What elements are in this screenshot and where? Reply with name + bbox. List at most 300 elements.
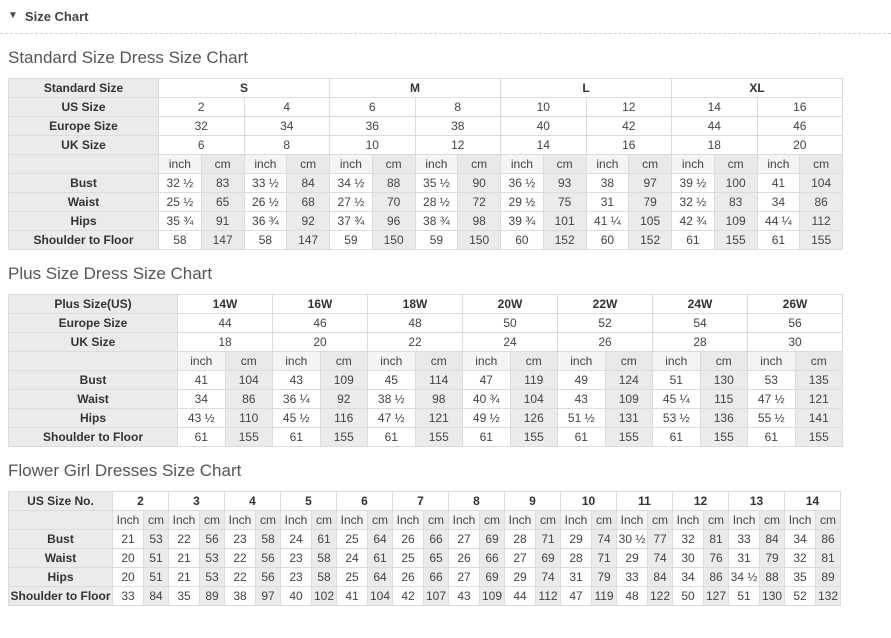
cell: 51: [653, 371, 701, 390]
cell: 88: [760, 568, 785, 587]
cell: 16: [757, 98, 843, 117]
cell: 20: [757, 136, 843, 155]
cell: 61: [368, 428, 416, 447]
cell: 14: [785, 492, 841, 511]
row-label: Standard Size: [9, 79, 159, 98]
unit-cell: cm: [480, 511, 505, 530]
cell: 33: [113, 587, 144, 606]
cell: 109: [320, 371, 368, 390]
cell: 56: [256, 549, 281, 568]
unit-cell: inch: [244, 155, 287, 174]
cell: 42: [393, 587, 424, 606]
cell: 44: [178, 314, 273, 333]
cell: 61: [463, 428, 511, 447]
cell: 119: [592, 587, 617, 606]
unit-cell: cm: [287, 155, 330, 174]
cell: 23: [225, 530, 256, 549]
cell: 150: [458, 231, 501, 250]
unit-cell: inch: [586, 155, 629, 174]
row-label: [9, 352, 178, 371]
cell: 36 ¼: [273, 390, 321, 409]
table-row: [9, 155, 843, 174]
size-table-plus-size: [8, 294, 843, 447]
cell: 22W: [558, 295, 653, 314]
cell: 46: [273, 314, 368, 333]
cell: 27: [505, 549, 536, 568]
table-row: [9, 79, 843, 98]
row-label: Europe Size: [9, 314, 178, 333]
unit-cell: Inch: [169, 511, 200, 530]
cell: M: [330, 79, 501, 98]
cell: 97: [256, 587, 281, 606]
cell: 8: [244, 136, 330, 155]
cell: 56: [748, 314, 843, 333]
cell: 36 ½: [501, 174, 544, 193]
cell: 5: [281, 492, 337, 511]
size-chart-section-header[interactable]: [8, 6, 883, 24]
cell: 44: [672, 117, 758, 136]
cell: 58: [256, 530, 281, 549]
table-title-standard-size: Standard Size Dress Size Chart: [8, 48, 248, 67]
cell: 64: [368, 530, 393, 549]
cell: 35 ½: [415, 174, 458, 193]
cell: 147: [287, 231, 330, 250]
cell: 2: [159, 98, 245, 117]
cell: 66: [424, 530, 449, 549]
cell: 116: [320, 409, 368, 428]
cell: 22: [225, 568, 256, 587]
table-row: [9, 193, 843, 212]
cell: 56: [256, 568, 281, 587]
cell: 38: [586, 174, 629, 193]
cell: 41: [178, 371, 226, 390]
cell: 52: [558, 314, 653, 333]
cell: 126: [510, 409, 558, 428]
unit-cell: cm: [225, 352, 273, 371]
unit-cell: cm: [543, 155, 586, 174]
cell: 30 ½: [617, 530, 648, 549]
cell: 53: [144, 530, 169, 549]
unit-cell: cm: [320, 352, 368, 371]
cell: 10: [330, 136, 416, 155]
cell: 4: [244, 98, 330, 117]
table-row: [9, 117, 843, 136]
cell: 136: [700, 409, 748, 428]
cell: 42 ¾: [672, 212, 715, 231]
cell: 34: [757, 193, 800, 212]
cell: 74: [592, 530, 617, 549]
table-row: [9, 314, 843, 333]
cell: 101: [543, 212, 586, 231]
cell: 25: [337, 568, 368, 587]
table-row: [9, 333, 843, 352]
cell: 34: [178, 390, 226, 409]
unit-cell: cm: [629, 155, 672, 174]
row-label: Bust: [9, 530, 113, 549]
cell: 29: [561, 530, 592, 549]
cell: 155: [320, 428, 368, 447]
cell: 92: [287, 212, 330, 231]
size-table-flower-girl: [8, 491, 841, 606]
cell: 65: [201, 193, 244, 212]
cell: 54: [653, 314, 748, 333]
cell: 65: [424, 549, 449, 568]
cell: 155: [714, 231, 757, 250]
cell: 14: [501, 136, 587, 155]
section-title: Size Chart: [24, 8, 89, 24]
row-label: Waist: [9, 390, 178, 409]
cell: 27: [449, 530, 480, 549]
cell: 152: [543, 231, 586, 250]
cell: 34: [244, 117, 330, 136]
unit-cell: cm: [536, 511, 561, 530]
cell: 155: [225, 428, 273, 447]
table-title-flower-girl: Flower Girl Dresses Size Chart: [8, 461, 242, 480]
cell: 3: [169, 492, 225, 511]
unit-cell: Inch: [337, 511, 368, 530]
cell: 155: [795, 428, 843, 447]
unit-cell: cm: [372, 155, 415, 174]
cell: 30: [673, 549, 704, 568]
cell: 40 ¾: [463, 390, 511, 409]
table-row: [9, 352, 843, 371]
unit-cell: inch: [159, 155, 202, 174]
cell: 51 ½: [558, 409, 606, 428]
row-label: Europe Size: [9, 117, 159, 136]
cell: 26: [558, 333, 653, 352]
cell: 7: [393, 492, 449, 511]
unit-cell: inch: [178, 352, 226, 371]
cell: 127: [704, 587, 729, 606]
cell: 24: [281, 530, 312, 549]
cell: 20: [113, 549, 144, 568]
row-label: [9, 155, 159, 174]
cell: 22: [169, 530, 200, 549]
cell: 59: [415, 231, 458, 250]
cell: 112: [536, 587, 561, 606]
table-title-plus-size: Plus Size Dress Size Chart: [8, 264, 213, 283]
cell: 53: [200, 549, 225, 568]
cell: 61: [178, 428, 226, 447]
cell: 36 ¾: [244, 212, 287, 231]
unit-cell: cm: [201, 155, 244, 174]
cell: 59: [330, 231, 373, 250]
unit-cell: Inch: [617, 511, 648, 530]
unit-cell: Inch: [561, 511, 592, 530]
cell: 100: [714, 174, 757, 193]
table-row: [9, 174, 843, 193]
cell: 9: [505, 492, 561, 511]
cell: 70: [372, 193, 415, 212]
cell: 76: [704, 549, 729, 568]
cell: 25: [393, 549, 424, 568]
cell: 23: [281, 549, 312, 568]
cell: 96: [372, 212, 415, 231]
cell: 27 ½: [330, 193, 373, 212]
cell: 14: [672, 98, 758, 117]
cell: 22: [225, 549, 256, 568]
cell: 102: [312, 587, 337, 606]
cell: 49 ½: [463, 409, 511, 428]
cell: 89: [816, 568, 841, 587]
cell: 44 ¼: [757, 212, 800, 231]
cell: 41: [757, 174, 800, 193]
cell: 97: [629, 174, 672, 193]
table-row: [9, 530, 841, 549]
cell: 58: [312, 549, 337, 568]
unit-cell: cm: [415, 352, 463, 371]
cell: 71: [536, 530, 561, 549]
cell: 32 ½: [672, 193, 715, 212]
cell: 84: [144, 587, 169, 606]
cell: 20W: [463, 295, 558, 314]
unit-cell: Inch: [113, 511, 144, 530]
cell: 119: [510, 371, 558, 390]
cell: 23: [281, 568, 312, 587]
cell: 61: [757, 231, 800, 250]
unit-cell: cm: [700, 352, 748, 371]
cell: 18: [178, 333, 273, 352]
table-row: [9, 568, 841, 587]
cell: 28: [561, 549, 592, 568]
table-row: [9, 511, 841, 530]
row-label: Waist: [9, 549, 113, 568]
row-label: UK Size: [9, 333, 178, 352]
cell: 31: [561, 568, 592, 587]
row-label: Bust: [9, 371, 178, 390]
table-row: [9, 428, 843, 447]
unit-cell: cm: [312, 511, 337, 530]
row-label: UK Size: [9, 136, 159, 155]
cell: 53 ½: [653, 409, 701, 428]
cell: 29: [617, 549, 648, 568]
cell: 35: [785, 568, 816, 587]
row-label: Hips: [9, 212, 159, 231]
unit-cell: inch: [368, 352, 416, 371]
cell: 42: [586, 117, 672, 136]
cell: 124: [605, 371, 653, 390]
cell: 58: [312, 568, 337, 587]
unit-cell: inch: [748, 352, 796, 371]
cell: 43: [273, 371, 321, 390]
cell: 47 ½: [748, 390, 796, 409]
cell: 46: [757, 117, 843, 136]
cell: 48: [368, 314, 463, 333]
row-label: Hips: [9, 409, 178, 428]
unit-cell: Inch: [505, 511, 536, 530]
unit-cell: Inch: [225, 511, 256, 530]
cell: 8: [415, 98, 501, 117]
cell: 34: [673, 568, 704, 587]
cell: 71: [592, 549, 617, 568]
cell: 26: [393, 530, 424, 549]
cell: 104: [510, 390, 558, 409]
unit-cell: Inch: [449, 511, 480, 530]
cell: 6: [330, 98, 416, 117]
cell: 58: [244, 231, 287, 250]
cell: 92: [320, 390, 368, 409]
cell: 31: [729, 549, 760, 568]
cell: 35: [169, 587, 200, 606]
cell: 61: [653, 428, 701, 447]
cell: 86: [816, 530, 841, 549]
cell: 51: [144, 568, 169, 587]
cell: 122: [648, 587, 673, 606]
table-row: [9, 231, 843, 250]
unit-cell: inch: [558, 352, 606, 371]
cell: 135: [795, 371, 843, 390]
size-table-standard-size: [8, 78, 843, 250]
cell: 33: [729, 530, 760, 549]
unit-cell: cm: [200, 511, 225, 530]
cell: 43: [558, 390, 606, 409]
cell: 39 ¾: [501, 212, 544, 231]
cell: 104: [800, 174, 843, 193]
unit-cell: cm: [256, 511, 281, 530]
cell: 40: [281, 587, 312, 606]
cell: 28: [653, 333, 748, 352]
cell: 132: [816, 587, 841, 606]
cell: 31: [586, 193, 629, 212]
tables-container: [8, 48, 883, 606]
cell: 79: [629, 193, 672, 212]
cell: 69: [536, 549, 561, 568]
cell: 45 ¼: [653, 390, 701, 409]
cell: 14W: [178, 295, 273, 314]
cell: 155: [605, 428, 653, 447]
cell: 155: [700, 428, 748, 447]
unit-cell: Inch: [673, 511, 704, 530]
cell: 50: [463, 314, 558, 333]
cell: 98: [415, 390, 463, 409]
cell: 130: [760, 587, 785, 606]
cell: 131: [605, 409, 653, 428]
cell: 68: [287, 193, 330, 212]
cell: 16W: [273, 295, 368, 314]
cell: 43: [449, 587, 480, 606]
cell: 51: [144, 549, 169, 568]
cell: 29 ½: [501, 193, 544, 212]
row-label: US Size: [9, 98, 159, 117]
cell: 84: [287, 174, 330, 193]
cell: 121: [415, 409, 463, 428]
row-label: US Size No.: [9, 492, 113, 511]
cell: 69: [480, 530, 505, 549]
cell: 93: [543, 174, 586, 193]
cell: 147: [201, 231, 244, 250]
unit-cell: inch: [672, 155, 715, 174]
row-label: Hips: [9, 568, 113, 587]
cell: 121: [795, 390, 843, 409]
unit-cell: cm: [714, 155, 757, 174]
row-label: Waist: [9, 193, 159, 212]
cell: 109: [480, 587, 505, 606]
cell: 45 ½: [273, 409, 321, 428]
cell: 47 ½: [368, 409, 416, 428]
unit-cell: inch: [415, 155, 458, 174]
table-row: [9, 295, 843, 314]
cell: 79: [592, 568, 617, 587]
cell: 32: [673, 530, 704, 549]
cell: 26W: [748, 295, 843, 314]
cell: 38: [225, 587, 256, 606]
cell: 61: [312, 530, 337, 549]
cell: 24: [463, 333, 558, 352]
cell: 38: [415, 117, 501, 136]
cell: 11: [617, 492, 673, 511]
unit-cell: cm: [510, 352, 558, 371]
cell: 53: [748, 371, 796, 390]
cell: 66: [480, 549, 505, 568]
cell: 74: [536, 568, 561, 587]
cell: 33: [617, 568, 648, 587]
row-label: Bust: [9, 174, 159, 193]
cell: 8: [449, 492, 505, 511]
cell: 58: [159, 231, 202, 250]
cell: 141: [795, 409, 843, 428]
cell: 155: [510, 428, 558, 447]
cell: 84: [760, 530, 785, 549]
cell: 20: [113, 568, 144, 587]
cell: 77: [648, 530, 673, 549]
cell: 2: [113, 492, 169, 511]
cell: 32: [785, 549, 816, 568]
cell: 110: [225, 409, 273, 428]
cell: 20: [273, 333, 368, 352]
cell: 41 ¼: [586, 212, 629, 231]
unit-cell: cm: [760, 511, 785, 530]
cell: 152: [629, 231, 672, 250]
unit-cell: Inch: [393, 511, 424, 530]
cell: 21: [113, 530, 144, 549]
cell: 75: [543, 193, 586, 212]
unit-cell: cm: [795, 352, 843, 371]
cell: 38 ¾: [415, 212, 458, 231]
cell: 36: [330, 117, 416, 136]
cell: 16: [586, 136, 672, 155]
cell: 60: [501, 231, 544, 250]
cell: 30: [748, 333, 843, 352]
cell: 10: [501, 98, 587, 117]
cell: 18W: [368, 295, 463, 314]
cell: 61: [558, 428, 606, 447]
table-row: [9, 492, 841, 511]
unit-cell: inch: [273, 352, 321, 371]
cell: 114: [415, 371, 463, 390]
unit-cell: cm: [144, 511, 169, 530]
table-row: [9, 549, 841, 568]
cell: 155: [415, 428, 463, 447]
cell: 41: [337, 587, 368, 606]
unit-cell: cm: [605, 352, 653, 371]
table-row: [9, 587, 841, 606]
cell: 109: [605, 390, 653, 409]
cell: 12: [415, 136, 501, 155]
cell: 61: [748, 428, 796, 447]
cell: 10: [561, 492, 617, 511]
unit-cell: inch: [330, 155, 373, 174]
unit-cell: cm: [800, 155, 843, 174]
cell: 98: [458, 212, 501, 231]
cell: 26: [393, 568, 424, 587]
cell: 86: [704, 568, 729, 587]
unit-cell: cm: [592, 511, 617, 530]
unit-cell: cm: [368, 511, 393, 530]
cell: 29: [505, 568, 536, 587]
cell: 150: [372, 231, 415, 250]
cell: 51: [729, 587, 760, 606]
cell: 34: [785, 530, 816, 549]
